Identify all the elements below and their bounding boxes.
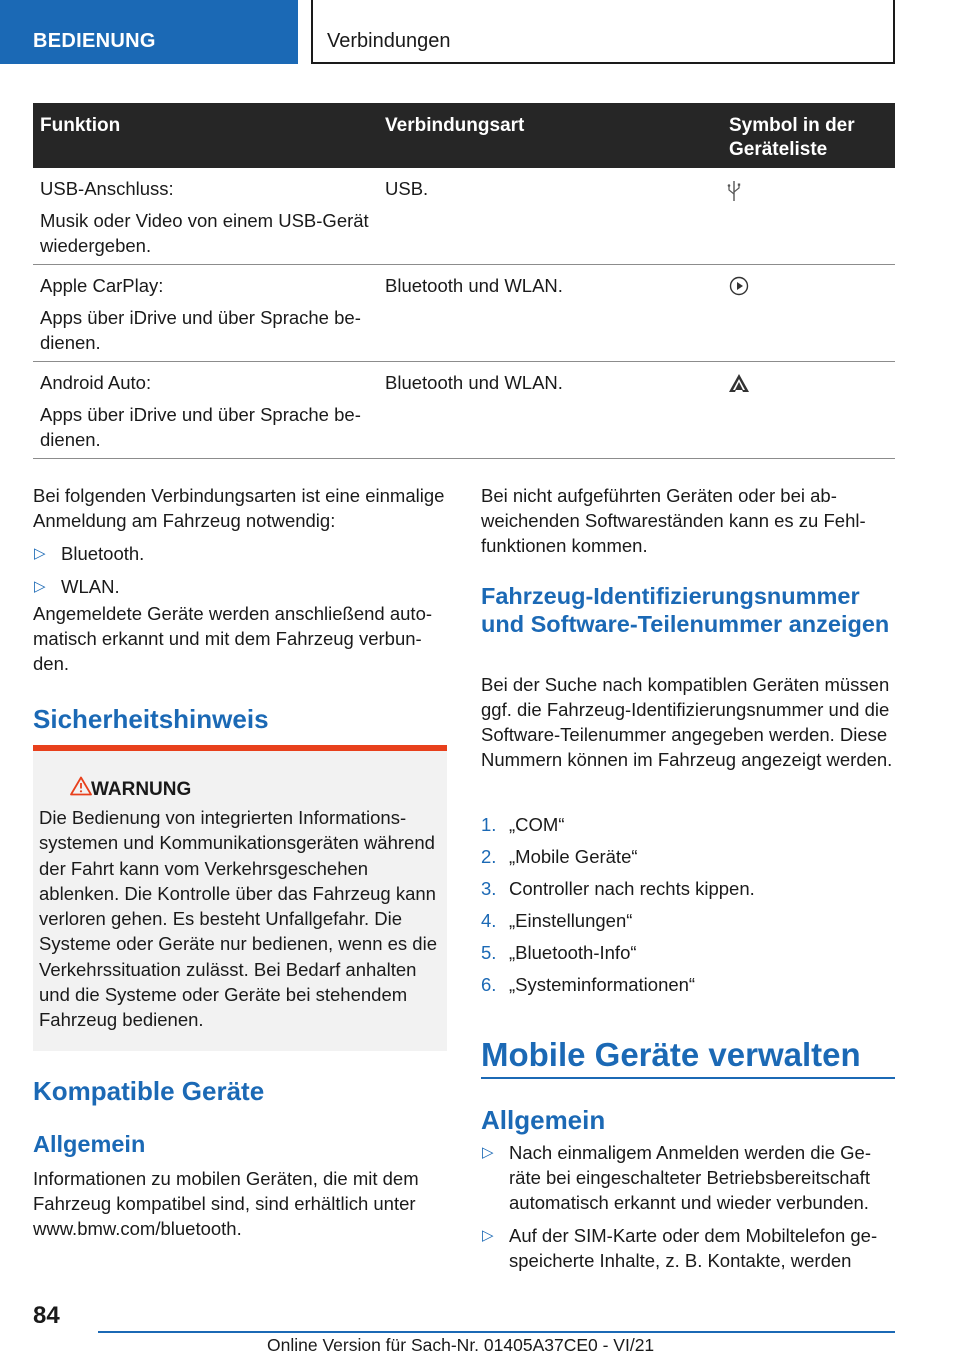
list-item: 1. „COM“ <box>481 814 565 835</box>
list-item: 4. „Einstellungen“ <box>481 910 633 931</box>
list-item: ▷ Nach einmaligem Anmelden werden die Geräte bei eingeschalteter Betriebsbereitschaft automatisch erkannt und wieder verbunden. <box>482 1142 871 1213</box>
triangle-bullet-icon: ▷ <box>482 1227 494 1244</box>
header-title-box <box>311 0 895 64</box>
table-header <box>33 103 895 168</box>
left-column <box>33 483 447 676</box>
warning-box <box>33 745 447 1051</box>
android-auto-icon <box>728 373 750 398</box>
carplay-icon <box>729 276 749 301</box>
column-header-connection-type: Verbindungsart <box>385 115 525 136</box>
column-header-function: Funktion <box>40 115 121 136</box>
usb-icon <box>727 180 741 207</box>
table-row <box>33 168 895 265</box>
vin-heading: Fahrzeug-Identifizierungsnummer und Software-Teilenummer anzeigen <box>481 583 890 637</box>
function-title: Apple CarPlay: <box>40 275 164 296</box>
vin-paragraph: Bei der Suche nach kompatiblen Geräten müssen ggf. die Fahrzeug-Identifizierungsnummer und die Software-Teilenummer angegeben werden. Diese Nummern können im Fahrzeug angezeigt werden. <box>481 674 893 770</box>
warning-triangle-icon <box>70 776 92 801</box>
triangle-bullet-icon: ▷ <box>34 578 46 595</box>
list-item: ▷ WLAN. <box>34 576 120 597</box>
column-header-symbol: Symbol in der Geräteliste <box>729 115 855 160</box>
list-item: 3. Controller nach rechts kippen. <box>481 878 755 899</box>
function-description: Apps über iDrive und über Sprache bedienen. <box>40 307 361 353</box>
page-title: Verbindungen <box>327 30 451 52</box>
list-item: 2. „Mobile Geräte“ <box>481 846 638 867</box>
intro-paragraph: Bei folgenden Verbindungsarten ist eine einmalige Anmeldung am Fahrzeug notwendig: <box>33 485 445 531</box>
list-item: ▷ Auf der SIM-Karte oder dem Mobiltelefon gespeicherte Inhalte, z. B. Kontakte, werden <box>482 1225 878 1271</box>
function-title: Android Auto: <box>40 372 152 393</box>
right-intro-paragraph: Bei nicht aufgeführten Geräten oder bei abweichenden Softwareständen kann es zu Fehlfunktionen kommen. <box>481 485 866 556</box>
list-item: 6. „Systeminformationen“ <box>481 974 696 995</box>
heading-rule <box>481 1077 895 1079</box>
manage-bullets <box>481 1140 895 1273</box>
footer-rule <box>98 1331 895 1333</box>
warning-title: WARNUNG <box>91 779 192 800</box>
general-paragraph: Informationen zu mobilen Geräten, die mit dem Fahrzeug kompatibel sind, sind erhältlich unter www.bmw.com/bluetooth. <box>33 1168 419 1239</box>
connection-type: Bluetooth und WLAN. <box>385 372 563 393</box>
warning-text: Die Bedienung von integrierten Informationssystemen und Kommunikationsgeräten während der Fahrt kann vom Verkehrsgeschehen ablenken. Die Kontrolle über das Fahrzeug kann verloren gehen. Es besteht Unfallgefahr. Die Systeme oder Geräte nur bedienen, wenn es die Verkehrssituation zulässt. Bei Bedarf anhalten und die Systeme oder Geräte bei stehendem Fahrzeug bedienen. <box>39 807 437 1031</box>
list-item: ▷ Bluetooth. <box>34 543 145 564</box>
connection-type: USB. <box>385 178 429 199</box>
section-tab <box>0 0 298 64</box>
compatible-devices-heading: Kompatible Geräte <box>33 1076 265 1106</box>
after-paragraph: Angemeldete Geräte werden anschließend automatisch erkannt und mit dem Fahrzeug verbunden. <box>33 603 433 674</box>
connection-type: Bluetooth und WLAN. <box>385 275 563 296</box>
triangle-bullet-icon: ▷ <box>482 1144 494 1161</box>
footer-text: Online Version für Sach-Nr. 01405A37CE0 - VI/21 <box>267 1335 655 1355</box>
list-item: 5. „Bluetooth-Info“ <box>481 942 637 963</box>
general-heading: Allgemein <box>33 1131 146 1157</box>
safety-heading: Sicherheitshinweis <box>33 704 269 734</box>
page-number: 84 <box>33 1302 60 1329</box>
function-description: Musik oder Video von einem USB-Gerät wiedergeben. <box>40 210 369 256</box>
connection-table <box>33 103 895 459</box>
table-row <box>33 265 895 362</box>
table-row <box>33 362 895 459</box>
steps-list <box>481 812 895 1004</box>
triangle-bullet-icon: ▷ <box>34 545 46 562</box>
manage-devices-heading: Mobile Geräte verwalten <box>481 1036 861 1073</box>
function-title: USB-Anschluss: <box>40 178 174 199</box>
manage-general-heading: Allgemein <box>481 1105 606 1135</box>
function-description: Apps über iDrive und über Sprache bedienen. <box>40 404 361 450</box>
section-label: BEDIENUNG <box>33 30 156 52</box>
